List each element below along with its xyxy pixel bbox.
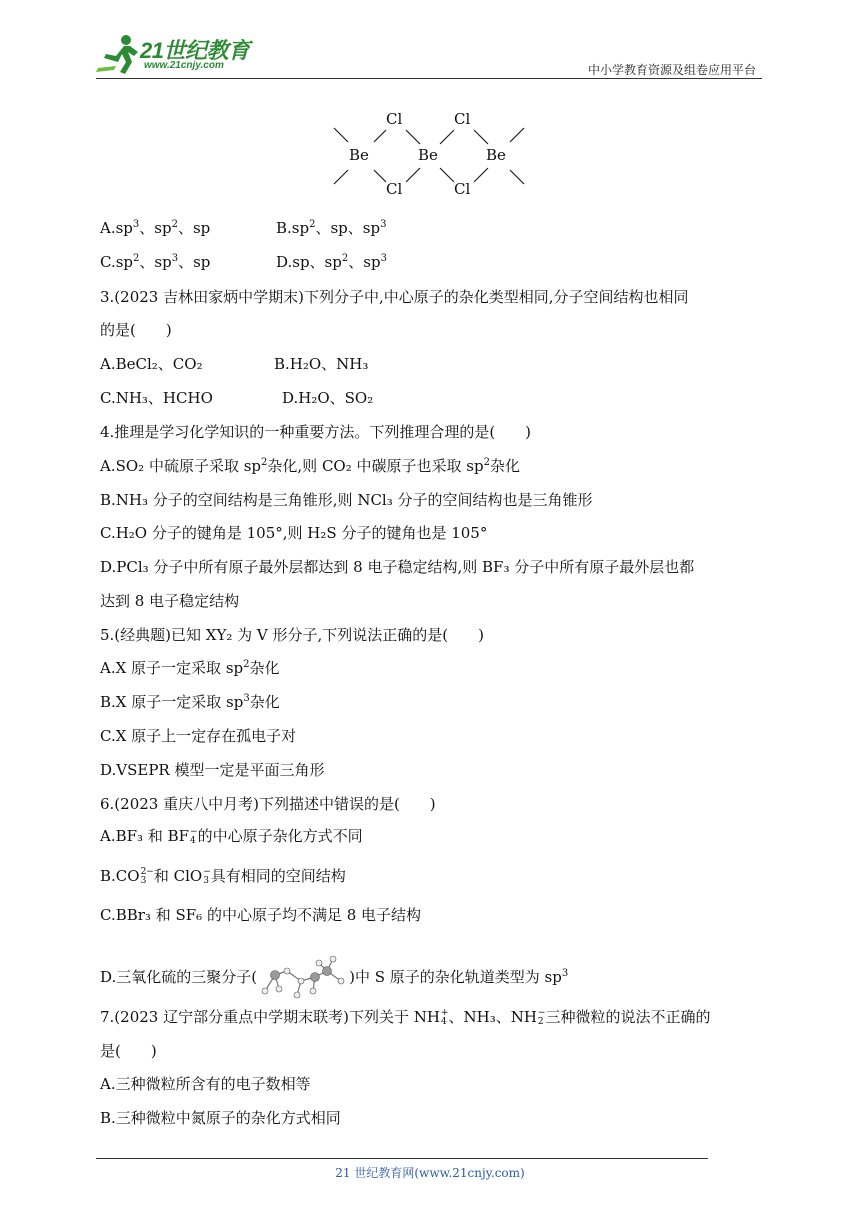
be-atom-2: Be	[418, 146, 438, 164]
q4-option-c[interactable]: C.H₂O 分子的键角是 105°,则 H₂S 分子的键角也是 105°	[100, 524, 488, 542]
cl-atom-top-2: Cl	[454, 110, 471, 128]
q4-option-b[interactable]: B.NH₃ 分子的空间结构是三角锥形,则 NCl₃ 分子的空间结构也是三角锥形	[100, 491, 593, 509]
q2-option-a[interactable]: $A.sp^3$、$sp^2$、sp	[100, 219, 211, 237]
q7-option-b[interactable]: B.三种微粒中氮原子的杂化方式相同	[100, 1109, 341, 1127]
footer-link[interactable]: 21 世纪教育网(www.21cnjy.com)	[335, 1166, 525, 1180]
q5-option-d[interactable]: D.VSEPR 模型一定是平面三角形	[100, 761, 325, 779]
q4-option-d-line1[interactable]: D.PCl₃ 分子中所有原子最外层都达到 8 电子稳定结构,则 BF₃ 分子中所有原子最外层也都	[100, 558, 695, 576]
q5-option-b[interactable]: B.X 原子一定采取 $sp^3$杂化	[100, 693, 280, 711]
q6-option-c[interactable]: C.BBr₃ 和 SF₆ 的中心原子均不满足 8 电子结构	[100, 906, 422, 924]
q5-option-a[interactable]: A.X 原子一定采取 $sp^2$杂化	[100, 659, 280, 677]
runner-logo-icon	[96, 32, 142, 78]
q6-stem: 6.(2023 重庆八中月考)下列描述中错误的是( )	[100, 795, 436, 813]
becl2-chain-diagram	[328, 104, 528, 200]
co3-charge: 2− 3	[140, 867, 154, 886]
q3-option-c[interactable]: C.NH₃、HCHO	[100, 389, 213, 407]
be-atom-3: Be	[486, 146, 506, 164]
q6-option-d[interactable]: D.三氧化硫的三聚分子( )中 S 原子的杂化轨道类型为 $sp^3$	[100, 954, 568, 1001]
be-atom-1: Be	[349, 146, 369, 164]
cl-atom-bottom-1: Cl	[386, 180, 403, 198]
q2-option-d[interactable]: D.sp、$sp^2$、$sp^3$	[276, 253, 387, 271]
nh2-charge: − 2	[537, 1008, 546, 1027]
bf4-charge: − 4	[190, 827, 198, 846]
q6-option-b[interactable]: B.CO 2− 3 和 ClO − 3 具有相同的空间结构	[100, 867, 346, 886]
q2-option-c[interactable]: $C.sp^2$、$sp^3$、sp	[100, 253, 211, 271]
q7-stem-line2: 是( )	[100, 1042, 157, 1060]
q3-stem-line1: 3.(2023 吉林田家炳中学期末)下列分子中,中心原子的杂化类型相同,分子空间结构也相同	[100, 288, 689, 306]
footer-divider	[96, 1158, 708, 1159]
q6-option-a[interactable]: A.BF₃ 和 BF − 4 的中心原子杂化方式不同	[100, 827, 363, 846]
q3-option-b[interactable]: B.H₂O、NH₃	[274, 355, 369, 373]
q7-option-a[interactable]: A.三种微粒所含有的电子数相等	[100, 1075, 311, 1093]
q3-stem-line2: 的是( )	[100, 321, 172, 339]
page-header	[96, 32, 756, 82]
q5-option-c[interactable]: C.X 原子上一定存在孤电子对	[100, 727, 297, 745]
logo-text: 21世纪教育	[140, 38, 250, 63]
q4-stem: 4.推理是学习化学知识的一种重要方法。下列推理合理的是( )	[100, 423, 532, 441]
logo-url: www.21cnjy.com	[144, 60, 224, 71]
q7-stem-line1: 7.(2023 辽宁部分重点中学期末联考)下列关于 NH + 4 、NH₃、NH − 2 三种微粒的说法不正确的	[100, 1008, 711, 1027]
q2-option-b[interactable]: $B.sp^2$、sp、$sp^3$	[276, 219, 387, 237]
site-logo[interactable]	[96, 32, 266, 78]
q3-option-d[interactable]: D.H₂O、SO₂	[282, 389, 374, 407]
so3-trimer-structure-image	[257, 955, 349, 1001]
platform-title: 中小学教育资源及组卷应用平台	[587, 63, 756, 77]
cl-atom-bottom-2: Cl	[454, 180, 471, 198]
nh4-charge: + 4	[440, 1008, 449, 1027]
q5-stem: 5.(经典题)已知 XY₂ 为 V 形分子,下列说法正确的是( )	[100, 626, 484, 644]
q4-option-a[interactable]: A.SO₂ 中硫原子采取 $sp^2$杂化,则 CO₂ 中碳原子也采取 $sp^2$杂化	[100, 457, 520, 475]
cl-atom-top-1: Cl	[386, 110, 403, 128]
q4-option-d-line2: 达到 8 电子稳定结构	[100, 592, 240, 610]
clo3-charge: − 3	[203, 867, 211, 886]
q3-option-a[interactable]: A.BeCl₂、CO₂	[100, 355, 203, 373]
header-divider	[96, 78, 762, 79]
